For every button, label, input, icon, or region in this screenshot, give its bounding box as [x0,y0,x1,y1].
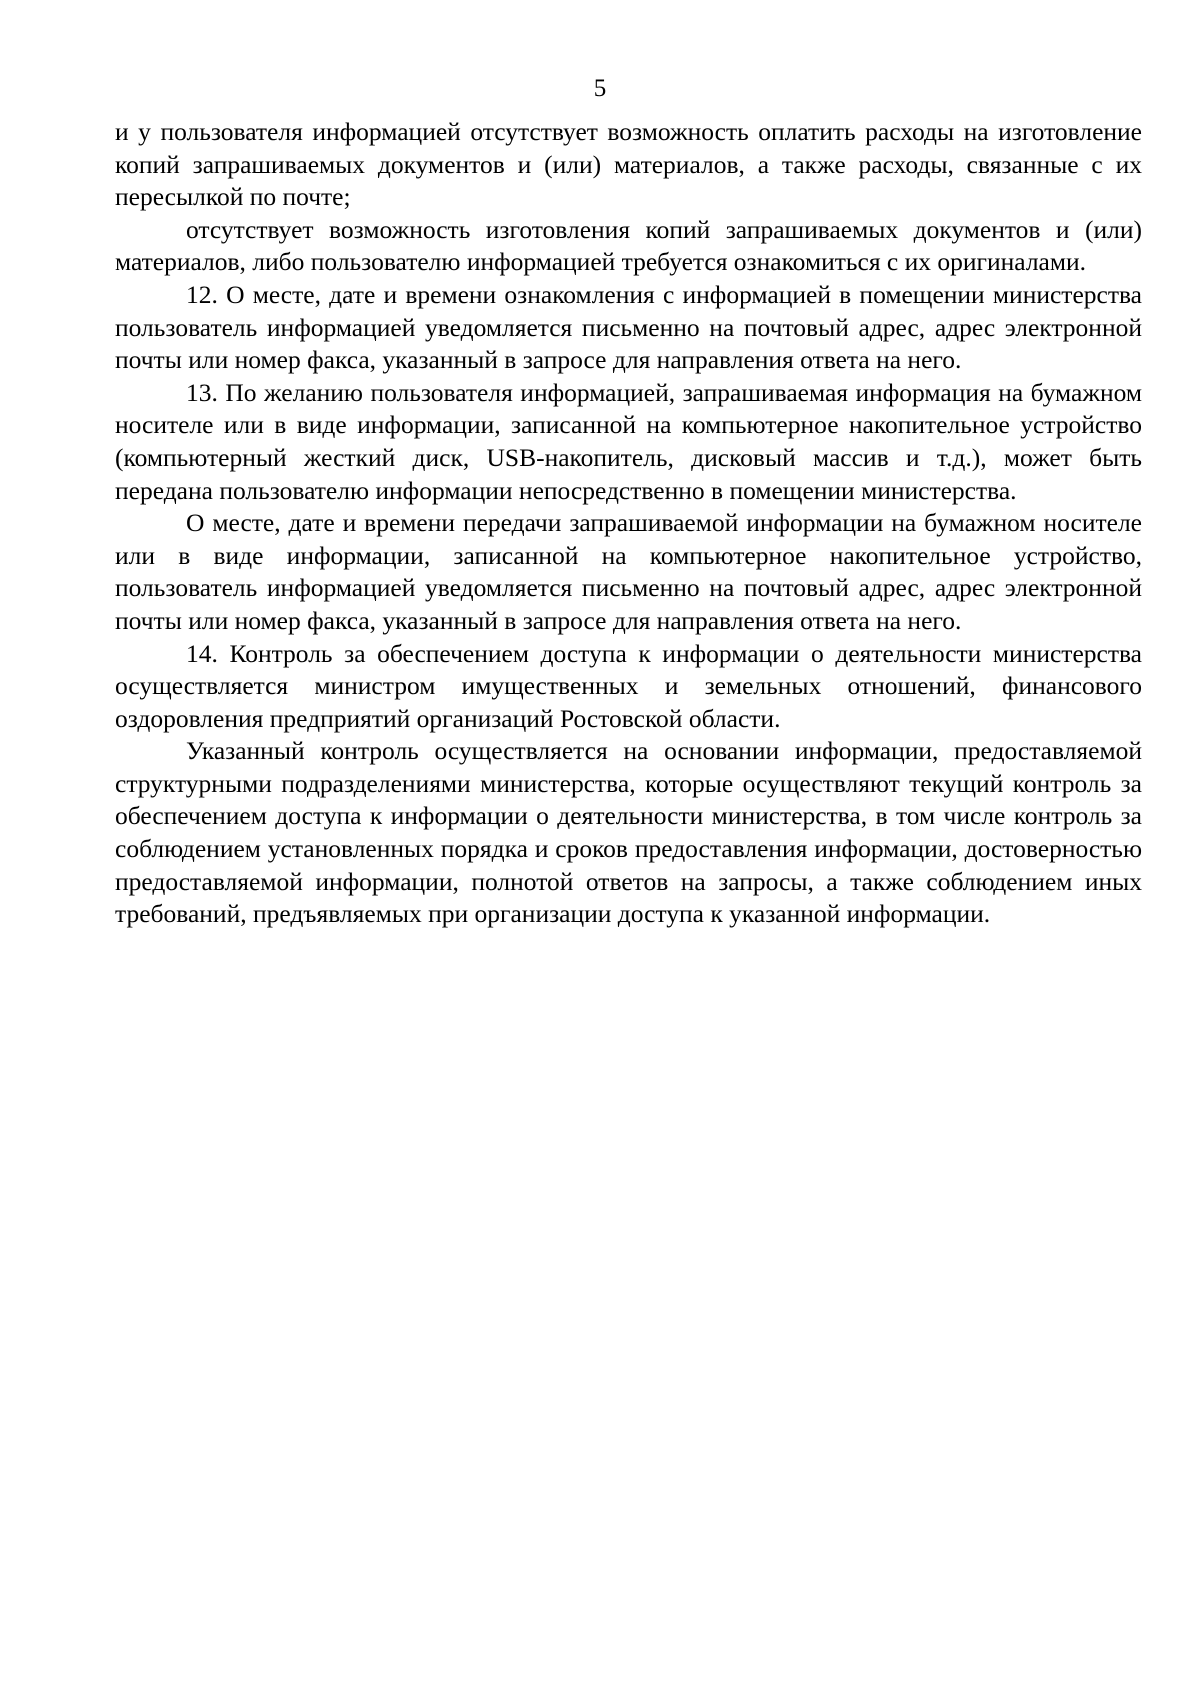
paragraph-item-14: 14. Контроль за обеспечением доступа к информации о деятельности министерства осуществляется министром имущественных и земельных отношений, финансового оздоровления предприятий организаций Ростовской области. [115,638,1142,733]
paragraph-control-details: Указанный контроль осуществляется на основании информации, предоставляемой структурными подразделениями министерства, которые осуществляют текущий контроль за обеспечением доступа к информации о деятельности министерства, в том числе контроль за соблюдением установленных порядка и сроков предоставления информации, достоверностью предоставляемой информации, полнотой ответов на запросы, а также соблюдением иных требований, предъявляемых при организации доступа к указанной информации. [115,736,1142,929]
paragraph-item-13: 13. По желанию пользователя информацией, запрашиваемая информация на бумажном носителе или в виде информации, записанной на компьютерное накопительное устройство (компьютерный жесткий диск, USB-накопитель, дисковый массив и т.д.), может быть передана пользователю информации непосредственно в помещении министерства. [115,377,1142,505]
paragraph-item-12: 12. О месте, дате и времени ознакомления с информацией в помещении министерства пользователь информацией уведомляется письменно на почтовый адрес, адрес электронной почты или номер факса, указанный в запросе для направления ответа на него. [115,279,1142,375]
paragraph-transfer-notice: О месте, дате и времени передачи запрашиваемой информации на бумажном носителе или в виде информации, записанной на компьютерное накопительное устройство, пользователь информацией уведомляется письменно на почтовый адрес, адрес электронной почты или номер факса, указанный в запросе для направления ответа на него. [115,508,1142,635]
paragraph-payment-impossible: и у пользователя информацией отсутствует возможность оплатить расходы на изготовление копий запрашиваемых документов и (или) материалов, а также расходы, связанные с их пересылкой по почте; [115,117,1142,212]
paragraph-copies-impossible: отсутствует возможность изготовления копий запрашиваемых документов и (или) материалов, либо пользователю информацией требуется ознакомиться с их оригиналами. [115,214,1142,277]
document-body [115,116,1142,931]
page-number: 5 [593,75,607,102]
